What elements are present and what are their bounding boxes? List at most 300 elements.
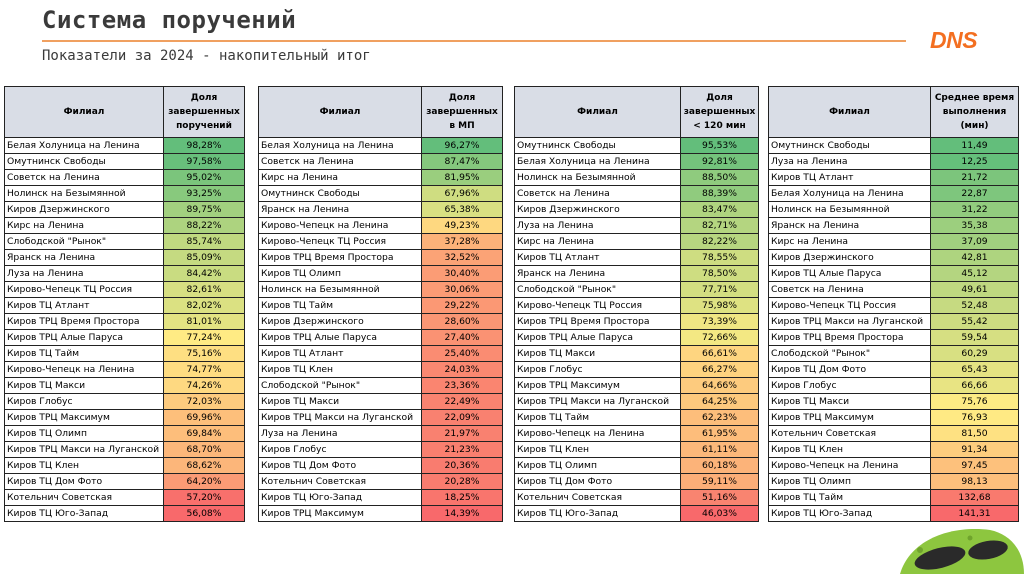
branch-name-cell: Кирово-Чепецк ТЦ Россия (515, 298, 681, 314)
metric-value-cell: 11,49 (931, 138, 1019, 154)
branch-name-cell: Луза на Ленина (5, 266, 164, 282)
branch-name-cell: Киров Дзержинского (515, 202, 681, 218)
column-header-metric (681, 87, 759, 138)
branch-name-cell: Киров ТРЦ Алые Паруса (259, 330, 422, 346)
branch-name-cell: Нолинск на Безымянной (515, 170, 681, 186)
table-row (5, 314, 245, 330)
metric-value-cell: 20,28% (422, 474, 503, 490)
metric-value-cell: 95,02% (164, 170, 245, 186)
table-row (5, 218, 245, 234)
branch-name-cell: Киров ТЦ Тайм (769, 490, 931, 506)
branch-name-cell: Киров ТРЦ Алые Паруса (5, 330, 164, 346)
metric-value-cell: 67,96% (422, 186, 503, 202)
branch-name-cell: Белая Холуница на Ленина (515, 154, 681, 170)
branch-name-cell: Кирово-Чепецк ТЦ Россия (259, 234, 422, 250)
metric-value-cell: 37,09 (931, 234, 1019, 250)
branch-name-cell: Белая Холуница на Ленина (5, 138, 164, 154)
metric-value-cell: 64,66% (681, 378, 759, 394)
page-title: Система поручений (42, 6, 297, 34)
column-header-metric-line: завершенных (168, 107, 240, 117)
branch-name-cell: Омутнинск Свободы (769, 138, 931, 154)
branch-name-cell: Киров ТЦ Атлант (515, 250, 681, 266)
metric-value-cell: 49,61 (931, 282, 1019, 298)
branch-name-cell: Киров ТЦ Дом Фото (515, 474, 681, 490)
table-row (515, 266, 759, 282)
table-row (259, 202, 503, 218)
table-row (769, 250, 1019, 266)
branch-name-cell: Советск на Ленина (515, 186, 681, 202)
table-row (769, 410, 1019, 426)
branch-name-cell: Советск на Ленина (769, 282, 931, 298)
branch-name-cell: Киров ТЦ Клен (5, 458, 164, 474)
metric-value-cell: 85,74% (164, 234, 245, 250)
table-row (515, 250, 759, 266)
column-header-branch: Филиал (259, 87, 422, 138)
table-row (5, 458, 245, 474)
table-row (769, 218, 1019, 234)
branch-name-cell: Кирс на Ленина (259, 170, 422, 186)
branch-name-cell: Кирово-Чепецк на Ленина (259, 218, 422, 234)
metric-value-cell: 14,39% (422, 506, 503, 522)
branch-name-cell: Киров ТЦ Макси (259, 394, 422, 410)
table-row (769, 266, 1019, 282)
metric-value-cell: 35,38 (931, 218, 1019, 234)
metric-value-cell: 66,66 (931, 378, 1019, 394)
branch-name-cell: Белая Холуница на Ленина (259, 138, 422, 154)
table-row (515, 394, 759, 410)
metric-value-cell: 82,02% (164, 298, 245, 314)
column-header-metric-line: Доля (448, 93, 476, 103)
table-row (5, 266, 245, 282)
metric-value-cell: 30,40% (422, 266, 503, 282)
metric-value-cell: 18,25% (422, 490, 503, 506)
metric-value-cell: 65,38% (422, 202, 503, 218)
table-row (515, 330, 759, 346)
table-row (5, 506, 245, 522)
branch-name-cell: Луза на Ленина (769, 154, 931, 170)
table-row (769, 314, 1019, 330)
branch-name-cell: Киров ТЦ Юго-Запад (515, 506, 681, 522)
column-header-metric-line: (мин) (960, 121, 989, 131)
table-row (769, 202, 1019, 218)
branch-name-cell: Нолинск на Безымянной (769, 202, 931, 218)
table-row (769, 474, 1019, 490)
branch-name-cell: Киров ТРЦ Максимум (769, 410, 931, 426)
branch-name-cell: Киров Глобус (515, 362, 681, 378)
branch-name-cell: Омутнинск Свободы (515, 138, 681, 154)
column-header-branch: Филиал (5, 87, 164, 138)
column-header-metric-line: Доля (706, 93, 733, 103)
table-row (5, 410, 245, 426)
table-row (769, 282, 1019, 298)
metric-value-cell: 82,61% (164, 282, 245, 298)
branch-name-cell: Киров ТРЦ Максимум (515, 378, 681, 394)
table-row (259, 266, 503, 282)
branch-name-cell: Киров Глобус (5, 394, 164, 410)
table-row (769, 426, 1019, 442)
metric-value-cell: 92,81% (681, 154, 759, 170)
branch-name-cell: Котельнич Советская (259, 474, 422, 490)
metric-value-cell: 78,55% (681, 250, 759, 266)
column-header-metric-line: Доля (190, 93, 218, 103)
table-row (515, 298, 759, 314)
metric-value-cell: 52,48 (931, 298, 1019, 314)
metric-value-cell: 95,53% (681, 138, 759, 154)
metric-value-cell: 60,29 (931, 346, 1019, 362)
table-row (5, 282, 245, 298)
table-row (5, 426, 245, 442)
page-subtitle: Показатели за 2024 - накопительный итог (42, 48, 371, 64)
dns-logo: DNS (930, 27, 978, 53)
branch-name-cell: Нолинск на Безымянной (259, 282, 422, 298)
metric-value-cell: 69,84% (164, 426, 245, 442)
table-row (259, 426, 503, 442)
metric-value-cell: 96,27% (422, 138, 503, 154)
metric-value-cell: 65,43 (931, 362, 1019, 378)
table-row (5, 250, 245, 266)
table-row (5, 474, 245, 490)
table-row (5, 330, 245, 346)
metric-value-cell: 61,11% (681, 442, 759, 458)
metric-value-cell: 28,60% (422, 314, 503, 330)
branch-name-cell: Киров ТРЦ Время Простора (515, 314, 681, 330)
metric-value-cell: 37,28% (422, 234, 503, 250)
branch-name-cell: Киров ТРЦ Время Простора (5, 314, 164, 330)
table-row (5, 202, 245, 218)
branch-name-cell: Яранск на Ленина (769, 218, 931, 234)
branch-name-cell: Киров ТЦ Юго-Запад (769, 506, 931, 522)
metric-value-cell: 82,71% (681, 218, 759, 234)
table-row (259, 170, 503, 186)
table-row (5, 298, 245, 314)
column-header-metric-line: в МП (449, 121, 475, 131)
branch-name-cell: Кирс на Ленина (769, 234, 931, 250)
ranking-table-3 (514, 86, 759, 522)
table-row (515, 218, 759, 234)
branch-name-cell: Киров ТРЦ Макси на Луганской (769, 314, 931, 330)
table-row (515, 202, 759, 218)
branch-name-cell: Слободской "Рынок" (5, 234, 164, 250)
branch-name-cell: Киров ТРЦ Макси на Луганской (515, 394, 681, 410)
table-row (769, 330, 1019, 346)
branch-name-cell: Слободской "Рынок" (769, 346, 931, 362)
metric-value-cell: 88,39% (681, 186, 759, 202)
branch-name-cell: Советск на Ленина (5, 170, 164, 186)
metric-value-cell: 32,52% (422, 250, 503, 266)
metric-value-cell: 97,58% (164, 154, 245, 170)
table-row (259, 474, 503, 490)
branch-name-cell: Киров ТЦ Клен (515, 442, 681, 458)
metric-value-cell: 141,31 (931, 506, 1019, 522)
table-row (259, 186, 503, 202)
table-row (515, 282, 759, 298)
metric-value-cell: 84,42% (164, 266, 245, 282)
metric-value-cell: 75,76 (931, 394, 1019, 410)
metric-value-cell: 91,34 (931, 442, 1019, 458)
table-row (259, 218, 503, 234)
branch-name-cell: Киров Глобус (769, 378, 931, 394)
column-header-metric-line: завершенных (426, 107, 498, 117)
table-row (515, 378, 759, 394)
branch-name-cell: Киров ТЦ Олимп (5, 426, 164, 442)
ranking-table-1 (4, 86, 245, 522)
column-header-metric-line: < 120 мин (693, 121, 746, 131)
metric-value-cell: 59,54 (931, 330, 1019, 346)
metric-value-cell: 89,75% (164, 202, 245, 218)
metric-value-cell: 74,77% (164, 362, 245, 378)
metric-value-cell: 64,25% (681, 394, 759, 410)
branch-name-cell: Киров ТЦ Макси (769, 394, 931, 410)
column-header-branch: Филиал (769, 87, 931, 138)
metric-value-cell: 42,81 (931, 250, 1019, 266)
column-header-metric-line: поручений (176, 121, 232, 131)
metric-value-cell: 22,49% (422, 394, 503, 410)
table-row (5, 186, 245, 202)
table-row (259, 506, 503, 522)
branch-name-cell: Киров Дзержинского (5, 202, 164, 218)
table-row (769, 442, 1019, 458)
table-row (515, 426, 759, 442)
table-row (515, 458, 759, 474)
table-row (769, 234, 1019, 250)
metric-value-cell: 25,40% (422, 346, 503, 362)
table-row (259, 346, 503, 362)
metric-value-cell: 21,72 (931, 170, 1019, 186)
branch-name-cell: Киров ТЦ Олимп (769, 474, 931, 490)
table-row (259, 378, 503, 394)
branch-name-cell: Киров Дзержинского (769, 250, 931, 266)
branch-name-cell: Киров ТЦ Олимп (515, 458, 681, 474)
metric-value-cell: 81,01% (164, 314, 245, 330)
branch-name-cell: Кирово-Чепецк на Ленина (5, 362, 164, 378)
metric-value-cell: 62,23% (681, 410, 759, 426)
metric-value-cell: 24,03% (422, 362, 503, 378)
branch-name-cell: Киров Глобус (259, 442, 422, 458)
branch-name-cell: Киров ТРЦ Время Простора (769, 330, 931, 346)
table-row (515, 234, 759, 250)
metric-value-cell: 77,71% (681, 282, 759, 298)
table-row (5, 394, 245, 410)
table-row (769, 186, 1019, 202)
branch-name-cell: Котельнич Советская (5, 490, 164, 506)
metric-value-cell: 75,16% (164, 346, 245, 362)
branch-name-cell: Киров ТЦ Юго-Запад (5, 506, 164, 522)
metric-value-cell: 21,23% (422, 442, 503, 458)
branch-name-cell: Киров ТЦ Тайм (259, 298, 422, 314)
table-row (259, 138, 503, 154)
metric-value-cell: 29,22% (422, 298, 503, 314)
metric-value-cell: 22,09% (422, 410, 503, 426)
table-row (5, 234, 245, 250)
ranking-table-2 (258, 86, 503, 522)
branch-name-cell: Кирово-Чепецк на Ленина (769, 458, 931, 474)
metric-value-cell: 56,08% (164, 506, 245, 522)
branch-name-cell: Яранск на Ленина (259, 202, 422, 218)
table-row (515, 442, 759, 458)
metric-value-cell: 88,50% (681, 170, 759, 186)
metric-value-cell: 98,28% (164, 138, 245, 154)
metric-value-cell: 61,95% (681, 426, 759, 442)
column-header-metric (422, 87, 503, 138)
branch-name-cell: Котельнич Советская (769, 426, 931, 442)
table-row (259, 250, 503, 266)
table-row (515, 314, 759, 330)
branch-name-cell: Киров ТРЦ Максимум (259, 506, 422, 522)
table-row (515, 362, 759, 378)
table-row (5, 154, 245, 170)
branch-name-cell: Луза на Ленина (259, 426, 422, 442)
metric-value-cell: 72,66% (681, 330, 759, 346)
branch-name-cell: Киров ТЦ Макси (5, 378, 164, 394)
title-underline (42, 40, 906, 42)
branch-name-cell: Киров ТЦ Дом Фото (5, 474, 164, 490)
branch-name-cell: Киров ТРЦ Время Простора (259, 250, 422, 266)
metric-value-cell: 132,68 (931, 490, 1019, 506)
table-row (515, 410, 759, 426)
metric-value-cell: 49,23% (422, 218, 503, 234)
table-row (769, 378, 1019, 394)
branch-name-cell: Киров ТЦ Алые Паруса (769, 266, 931, 282)
metric-value-cell: 75,98% (681, 298, 759, 314)
metric-value-cell: 72,03% (164, 394, 245, 410)
branch-name-cell: Киров ТЦ Клен (259, 362, 422, 378)
table-row (769, 170, 1019, 186)
metric-value-cell: 51,16% (681, 490, 759, 506)
column-header-branch: Филиал (515, 87, 681, 138)
table-row (515, 170, 759, 186)
table-row (5, 490, 245, 506)
table-row (5, 378, 245, 394)
metric-value-cell: 88,22% (164, 218, 245, 234)
branch-name-cell: Яранск на Ленина (5, 250, 164, 266)
table-row (515, 186, 759, 202)
branch-name-cell: Кирс на Ленина (515, 234, 681, 250)
metric-value-cell: 68,62% (164, 458, 245, 474)
metric-value-cell: 46,03% (681, 506, 759, 522)
metric-value-cell: 55,42 (931, 314, 1019, 330)
metric-value-cell: 20,36% (422, 458, 503, 474)
branch-name-cell: Слободской "Рынок" (259, 378, 422, 394)
branch-name-cell: Киров ТРЦ Макси на Луганской (259, 410, 422, 426)
mascot-character-image (880, 520, 1024, 574)
table-row (5, 442, 245, 458)
branch-name-cell: Кирово-Чепецк ТЦ Россия (5, 282, 164, 298)
table-row (515, 154, 759, 170)
metric-value-cell: 93,25% (164, 186, 245, 202)
branch-name-cell: Киров ТЦ Клен (769, 442, 931, 458)
table-row (259, 282, 503, 298)
metric-value-cell: 69,96% (164, 410, 245, 426)
branch-name-cell: Слободской "Рынок" (515, 282, 681, 298)
table-row (769, 362, 1019, 378)
table-row (259, 234, 503, 250)
table-row (5, 170, 245, 186)
branch-name-cell: Киров Дзержинского (259, 314, 422, 330)
metric-value-cell: 73,39% (681, 314, 759, 330)
metric-value-cell: 97,45 (931, 458, 1019, 474)
branch-name-cell: Киров ТЦ Юго-Запад (259, 490, 422, 506)
table-row (259, 442, 503, 458)
table-row (769, 458, 1019, 474)
table-row (515, 474, 759, 490)
table-row (515, 490, 759, 506)
metric-value-cell: 87,47% (422, 154, 503, 170)
metric-value-cell: 85,09% (164, 250, 245, 266)
metric-value-cell: 64,20% (164, 474, 245, 490)
branch-name-cell: Киров ТЦ Тайм (515, 410, 681, 426)
table-row (259, 362, 503, 378)
metric-value-cell: 22,87 (931, 186, 1019, 202)
branch-name-cell: Киров ТРЦ Макси на Луганской (5, 442, 164, 458)
metric-value-cell: 68,70% (164, 442, 245, 458)
metric-value-cell: 21,97% (422, 426, 503, 442)
table-row (259, 298, 503, 314)
column-header-metric (931, 87, 1019, 138)
branch-name-cell: Киров ТРЦ Максимум (5, 410, 164, 426)
table-row (769, 154, 1019, 170)
table-row (259, 410, 503, 426)
table-row (5, 138, 245, 154)
branch-name-cell: Омутнинск Свободы (259, 186, 422, 202)
table-row (769, 346, 1019, 362)
metric-value-cell: 83,47% (681, 202, 759, 218)
branch-name-cell: Киров ТЦ Атлант (5, 298, 164, 314)
table-row (259, 490, 503, 506)
metric-value-cell: 74,26% (164, 378, 245, 394)
metric-value-cell: 30,06% (422, 282, 503, 298)
branch-name-cell: Киров ТЦ Макси (515, 346, 681, 362)
column-header-metric-line: выполнения (942, 107, 1007, 117)
branch-name-cell: Кирово-Чепецк на Ленина (515, 426, 681, 442)
metric-value-cell: 66,27% (681, 362, 759, 378)
table-row (769, 490, 1019, 506)
branch-name-cell: Белая Холуница на Ленина (769, 186, 931, 202)
metric-value-cell: 12,25 (931, 154, 1019, 170)
metric-value-cell: 23,36% (422, 378, 503, 394)
column-header-metric-line: Среднее время (934, 93, 1015, 103)
metric-value-cell: 45,12 (931, 266, 1019, 282)
branch-name-cell: Киров ТЦ Дом Фото (769, 362, 931, 378)
branch-name-cell: Киров ТЦ Дом Фото (259, 458, 422, 474)
metric-value-cell: 82,22% (681, 234, 759, 250)
table-row (259, 314, 503, 330)
branch-name-cell: Омутнинск Свободы (5, 154, 164, 170)
metric-value-cell: 76,93 (931, 410, 1019, 426)
ranking-table-4 (768, 86, 1019, 522)
metric-value-cell: 81,50 (931, 426, 1019, 442)
metric-value-cell: 77,24% (164, 330, 245, 346)
branch-name-cell: Киров ТЦ Атлант (259, 346, 422, 362)
metric-value-cell: 81,95% (422, 170, 503, 186)
table-row (515, 138, 759, 154)
metric-value-cell: 27,40% (422, 330, 503, 346)
metric-value-cell: 59,11% (681, 474, 759, 490)
branch-name-cell: Киров ТЦ Олимп (259, 266, 422, 282)
branch-name-cell: Луза на Ленина (515, 218, 681, 234)
branch-name-cell: Киров ТЦ Тайм (5, 346, 164, 362)
branch-name-cell: Кирс на Ленина (5, 218, 164, 234)
table-row (5, 362, 245, 378)
branch-name-cell: Советск на Ленина (259, 154, 422, 170)
branch-name-cell: Кирово-Чепецк ТЦ Россия (769, 298, 931, 314)
metric-value-cell: 31,22 (931, 202, 1019, 218)
table-row (259, 154, 503, 170)
column-header-metric-line: завершенных (683, 107, 756, 117)
metric-value-cell: 60,18% (681, 458, 759, 474)
table-row (769, 394, 1019, 410)
metric-value-cell: 57,20% (164, 490, 245, 506)
table-row (259, 394, 503, 410)
